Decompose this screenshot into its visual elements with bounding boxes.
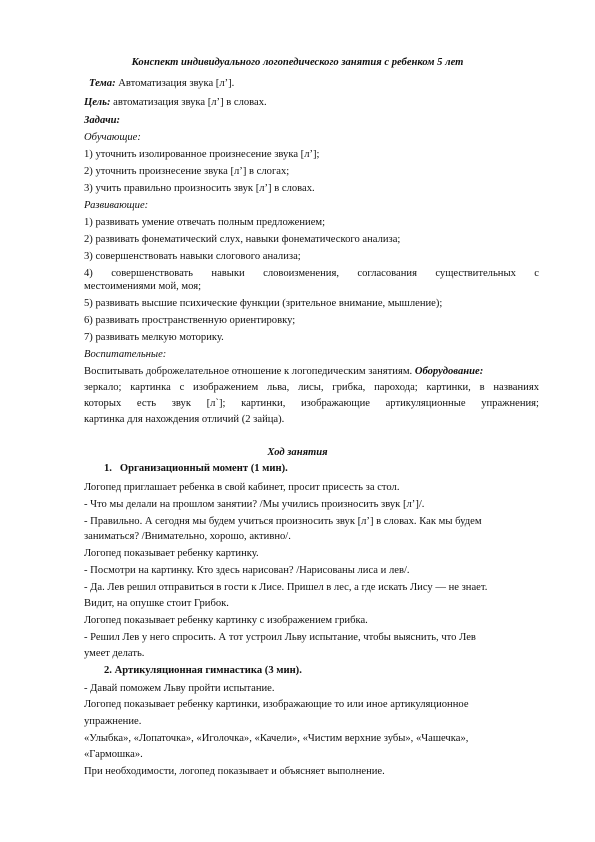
section-1-line: Логопед показывает ребенку картинку с изображением грибка.	[84, 615, 368, 626]
tasks-heading: Задачи:	[84, 115, 121, 126]
document-title: Конспект индивидуального логопедического занятия с ребенком 5 лет	[131, 57, 464, 68]
section-1-number: 1.	[104, 463, 112, 474]
topic-line	[89, 77, 234, 90]
equipment-line: которых есть звук [л`]; картинки, изображающие артикуляционные упражнения;	[84, 398, 539, 409]
developing-item: 4) совершенствовать навыки словоизменения, согласования существительных с	[84, 268, 539, 279]
developing-heading: Развивающие:	[84, 200, 149, 211]
section-1-line: Логопед показывает ребенку картинку.	[84, 548, 259, 559]
equipment-line: зеркало; картинка с изображением льва, лисы, грибка, парохода; картинки, в названиях	[84, 382, 539, 393]
section-1-line: Логопед приглашает ребенка в свой кабинет, просит присесть за стол.	[84, 482, 400, 493]
developing-item: 5) развивать высшие психические функции (зрительное внимание, мышление);	[84, 298, 443, 309]
equipment-label: Оборудование:	[412, 366, 484, 377]
section-2-line: При необходимости, логопед показывает и объясняет выполнение.	[84, 766, 385, 777]
developing-item-continuation: местоимениями мой, моя;	[84, 281, 202, 292]
section-1-line: - Да. Лев решил отправиться в гости к Лисе. Пришел в лес, а где искать Лису — не знает.	[84, 582, 488, 593]
teaching-item: 1) уточнить изолированное произнесение звука [л’];	[84, 149, 320, 160]
educational-line	[84, 365, 483, 378]
section-2-line: Логопед показывает ребенку картинки, изображающие то или иное артикуляционное	[84, 699, 469, 710]
educational-heading: Воспитательные:	[84, 349, 167, 360]
section-1-line: - Правильно. А сегодня мы будем учиться произносить звук [л’] в словах. Как мы будем	[84, 516, 482, 527]
developing-item: 3) совершенствовать навыки слогового анализа;	[84, 251, 301, 262]
section-2-line: упражнение.	[84, 716, 142, 727]
section-2-line: «Улыбка», «Лопаточка», «Иголочка», «Качели», «Чистим верхние зубы», «Чашечка»,	[84, 733, 469, 744]
teaching-heading: Обучающие:	[84, 132, 141, 143]
section-2-title	[104, 664, 302, 677]
topic-label: Тема:	[89, 78, 116, 89]
section-1-line: - Что мы делали на прошлом занятии? /Мы учились произносить звук [л’]/.	[84, 499, 425, 510]
goal-line	[84, 96, 267, 109]
section-1-line: умеет делать.	[84, 648, 145, 659]
section-1-line: заниматься? /Внимательно, хорошо, активно/.	[84, 531, 291, 542]
developing-item: 1) развивать умение отвечать полным предложением;	[84, 217, 326, 228]
teaching-item: 2) уточнить произнесение звука [л’] в слогах;	[84, 166, 290, 177]
section-2-line: «Гармошка».	[84, 749, 143, 760]
goal-label: Цель:	[84, 97, 111, 108]
developing-item: 6) развивать пространственную ориентировку;	[84, 315, 296, 326]
section-1-line: Видит, на опушке стоит Грибок.	[84, 598, 229, 609]
section-1-line: - Посмотри на картинку. Кто здесь нарисован? /Нарисованы лиса и лев/.	[84, 565, 410, 576]
section-2-title-text: 2. Артикуляционная гимнастика	[104, 665, 263, 676]
lesson-heading: Ход занятия	[267, 447, 328, 458]
section-1-title	[104, 462, 288, 475]
goal-value: автоматизация звука [л’] в словах.	[110, 97, 267, 108]
developing-item: 2) развивать фонематический слух, навыки фонематического анализа;	[84, 234, 401, 245]
section-1-line: - Решил Лев у него спросить. А тот устроил Льву испытание, чтобы выяснить, что Лев	[84, 632, 476, 643]
developing-item: 7) развивать мелкую моторику.	[84, 332, 224, 343]
topic-value: Автоматизация звука [л’].	[115, 78, 235, 89]
section-2-line: - Давай поможем Льву пройти испытание.	[84, 683, 275, 694]
educational-text: Воспитывать доброжелательное отношение к логопедическим занятиям.	[84, 366, 413, 377]
section-1-title-text: Организационный момент (1 мин).	[119, 463, 288, 474]
teaching-item: 3) учить правильно произносить звук [л’] в словах.	[84, 183, 315, 194]
section-2-time: (3 мин).	[262, 665, 302, 676]
equipment-line: картинка для нахождения отличий (2 зайца).	[84, 414, 285, 425]
